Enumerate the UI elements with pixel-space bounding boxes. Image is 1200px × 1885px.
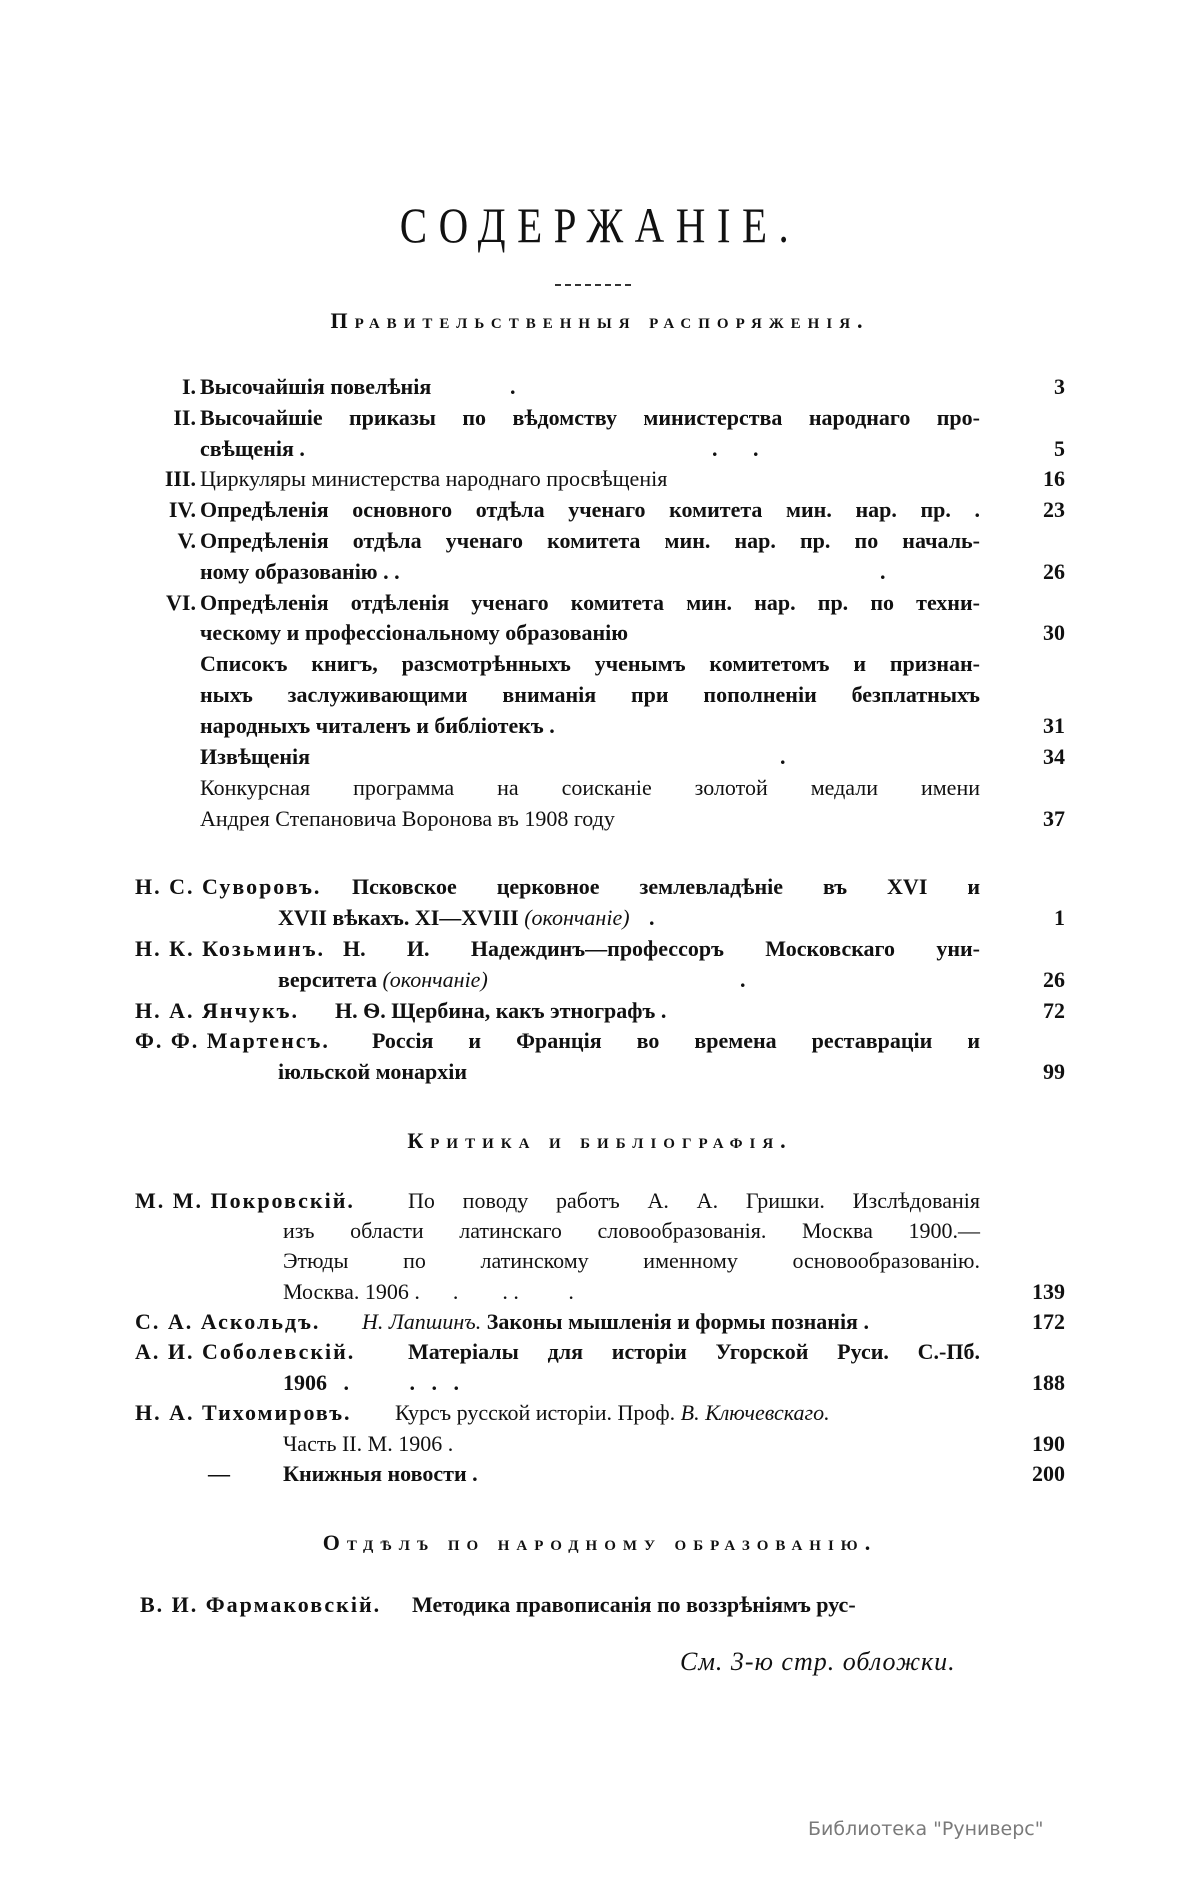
entry-title: Циркуляры министерства народнаго просвѣщенія: [200, 466, 668, 491]
entry-title-cont: іюльской монархіи: [278, 1059, 468, 1084]
entry-title: Н. Ѳ. Щербина, какъ этнографъ .: [335, 998, 667, 1023]
page-number: 172: [1032, 1309, 1065, 1334]
entry-title: Конкурсная программа на соисканіе золотой медали имени: [200, 775, 980, 800]
entry-title-text: верситета: [278, 967, 377, 992]
title-rule: [555, 284, 631, 286]
page-number: 3: [1054, 374, 1065, 399]
page-number: 200: [1032, 1461, 1065, 1486]
entry-italic-author: В. Ключевскаго.: [680, 1400, 830, 1425]
entry-title: Псковское церковное землевладѣніе въ XVI и: [352, 874, 980, 899]
leader-dots: .: [780, 744, 786, 769]
cover-reference-note: См. 3-ю стр. обложки.: [680, 1647, 956, 1676]
section-heading-criticism: Критика и библіографія.: [407, 1128, 793, 1153]
entry-author: Н. А. Тихомировъ.: [135, 1400, 352, 1425]
entry-title: [362, 1307, 869, 1337]
entry-italic-note: (окончаніе): [524, 905, 630, 930]
entry-title-text: Законы мышленія и формы познанія .: [486, 1309, 869, 1334]
page-number: 34: [1043, 744, 1065, 769]
entry-title: Н. И. Надеждинъ—профессоръ Московскаго уни-: [343, 936, 980, 961]
entry-title: Списокъ книгъ, разсмотрѣнныхъ ученымъ комитетомъ и признан-: [200, 651, 980, 676]
page-number: 37: [1043, 806, 1065, 831]
page-number: 190: [1032, 1431, 1065, 1456]
page-number: 99: [1043, 1059, 1065, 1084]
entry-title-cont: народныхъ читаленъ и библіотекъ .: [200, 713, 555, 738]
entry-number: V.: [177, 528, 196, 553]
entry-title: Извѣщенія: [200, 744, 311, 769]
entry-title: Россія и Франція во времена реставраціи и: [372, 1028, 980, 1053]
entry-author: Н. А. Янчукъ.: [135, 998, 299, 1023]
entry-title: Опредѣленія отдѣленія ученаго комитета мин. нар. пр. по техни-: [200, 590, 980, 615]
entry-author: М. М. Покровскій.: [135, 1188, 355, 1213]
entry-title-cont: 1906 . . . .: [283, 1370, 459, 1395]
entry-title-cont: Москва. 1906 . . . . .: [283, 1279, 574, 1304]
entry-title: По поводу работъ А. А. Гришки. Изслѣдованія: [408, 1188, 980, 1213]
page-number: 16: [1043, 466, 1065, 491]
page-number: 5: [1054, 436, 1065, 461]
page-number: 26: [1043, 967, 1065, 992]
page-number: 23: [1043, 497, 1065, 522]
leader-dots: .: [510, 374, 516, 399]
entry-title: [395, 1398, 830, 1428]
entry-author: Н. К. Козьминъ.: [135, 936, 326, 961]
page-number: 1: [1054, 905, 1065, 930]
entry-title-cont: ному образованію . .: [200, 559, 400, 584]
library-watermark: Библиотека "Руниверс": [808, 1818, 1044, 1840]
page-number: 188: [1032, 1370, 1065, 1395]
entry-number: IV.: [168, 497, 196, 522]
leader-dots: .: [740, 967, 746, 992]
section-heading-education: Отдѣлъ по народному образованію.: [322, 1530, 878, 1555]
page-number: 139: [1032, 1279, 1065, 1304]
entry-author: С. А. Аскольдъ.: [135, 1309, 321, 1334]
entry-title: Книжныя новости .: [283, 1461, 478, 1486]
entry-title: Опредѣленія основного отдѣла ученаго комитета мин. нар. пр. .: [200, 497, 980, 522]
entry-title-cont: [278, 965, 488, 995]
entry-italic-note: (окончаніе): [382, 967, 488, 992]
section-heading-government: Правительственныя распоряженія.: [330, 308, 870, 333]
entry-title-cont: Андрея Степановича Воронова въ 1908 году: [200, 806, 615, 831]
entry-number: VI.: [166, 590, 196, 615]
entry-title-cont: изъ области латинскаго словообразованія. Москва 1900.—: [283, 1218, 980, 1243]
page-number: 31: [1043, 713, 1065, 738]
leader-dots: .: [880, 559, 886, 584]
page-number: 26: [1043, 559, 1065, 584]
entry-author: Н. С. Суворовъ.: [135, 874, 322, 899]
entry-dash: —: [208, 1461, 230, 1486]
entry-title-text: XVII вѣкахъ. XI—XVIII: [278, 905, 519, 930]
entry-title-cont: Этюды по латинскому именному основообразованію.: [283, 1248, 980, 1273]
page-number: 72: [1043, 998, 1065, 1023]
entry-title-cont: ческому и профессіональному образованію: [200, 620, 629, 645]
entry-title: Высочайшія повелѣнія: [200, 374, 432, 399]
page-number: 30: [1043, 620, 1065, 645]
entry-title: Матеріалы для исторіи Угорской Руси. С.-Пб.: [408, 1339, 980, 1364]
entry-title-cont: [278, 903, 655, 933]
entry-number: II.: [173, 405, 196, 430]
entry-author: В. И. Фармаковскій.: [140, 1592, 382, 1617]
page-title: СОДЕРЖАНІЕ.: [399, 197, 801, 253]
entry-title: Высочайшіе приказы по вѣдомству министерства народнаго про-: [200, 405, 980, 430]
entry-number: III.: [164, 466, 196, 491]
entry-number: I.: [181, 374, 196, 399]
entry-title: Опредѣленія отдѣла ученаго комитета мин. нар. пр. по началь-: [200, 528, 980, 553]
entry-author: Ф. Ф. Мартенсъ.: [135, 1028, 330, 1053]
entry-title-cont: Часть II. М. 1906 .: [283, 1431, 454, 1456]
entry-title-cont: свѣщенія .: [200, 436, 305, 461]
entry-italic-author: Н. Лапшинъ.: [362, 1309, 482, 1334]
leader-dots: . .: [712, 436, 759, 461]
entry-title-cont: ныхъ заслуживающими вниманія при пополненіи безплатныхъ: [200, 682, 980, 707]
leader-dots: .: [649, 905, 655, 930]
entry-title: Методика правописанія по воззрѣніямъ рус-: [412, 1592, 856, 1617]
entry-author: А. И. Соболевскій.: [135, 1339, 356, 1364]
entry-title-text: Курсъ русской исторіи. Проф.: [395, 1400, 676, 1425]
